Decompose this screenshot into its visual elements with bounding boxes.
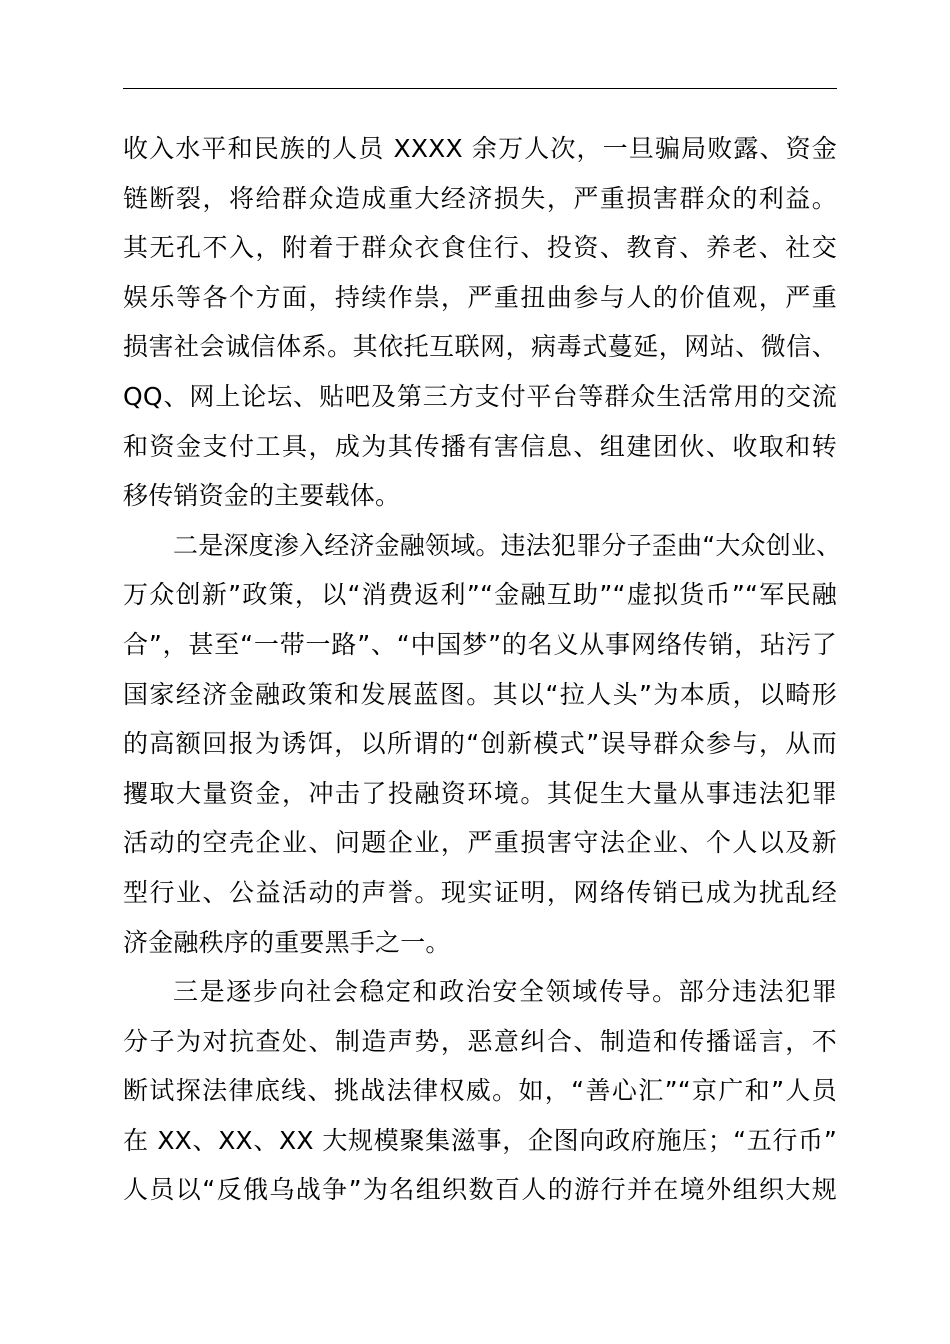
text-line: 二是深度渗入经济金融领域。违法犯罪分子歪曲“大众创业、 bbox=[173, 530, 842, 560]
body-text bbox=[123, 124, 842, 1215]
text-line: 在 XX、XX、XX 大规模聚集滋事，企图向政府施压；“五行币” bbox=[123, 1125, 837, 1155]
text-line: 其无孔不入，附着于群众衣食住行、投资、教育、养老、社交 bbox=[123, 233, 837, 263]
text-line: 三是逐步向社会稳定和政治安全领域传导。部分违法犯罪 bbox=[173, 977, 837, 1007]
text-line: 万众创新”政策，以“消费返利”“金融互助”“虚拟货币”“军民融 bbox=[123, 580, 837, 610]
text-line: 济金融秩序的重要黑手之一。 bbox=[123, 927, 451, 957]
text-line: 分子为对抗查处、制造声势，恶意纠合、制造和传播谣言，不 bbox=[123, 1026, 837, 1056]
header-rule bbox=[123, 88, 837, 89]
text-line: 合”，甚至“一带一路”、“中国梦”的名义从事网络传销，玷污了 bbox=[123, 629, 837, 659]
text-line: 攫取大量资金，冲击了投融资环境。其促生大量从事违法犯罪 bbox=[123, 778, 837, 808]
text-line: 娱乐等各个方面，持续作祟，严重扭曲参与人的价值观，严重 bbox=[123, 282, 837, 312]
text-line: 的高额回报为诱饵，以所谓的“创新模式”误导群众参与，从而 bbox=[123, 729, 837, 759]
text-line: 断试探法律底线、挑战法律权威。如，“善心汇”“京广和”人员 bbox=[123, 1076, 837, 1106]
text-line: 损害社会诚信体系。其依托互联网，病毒式蔓延，网站、微信、 bbox=[123, 332, 837, 362]
text-line: 人员以“反俄乌战争”为名组织数百人的游行并在境外组织大规 bbox=[123, 1175, 837, 1205]
text-line: 链断裂，将给群众造成重大经济损失，严重损害群众的利益。 bbox=[123, 183, 837, 213]
text-line: 型行业、公益活动的声誉。现实证明，网络传销已成为扰乱经 bbox=[123, 877, 837, 907]
text-line: QQ、网上论坛、贴吧及第三方支付平台等群众生活常用的交流 bbox=[123, 381, 837, 411]
text-line: 收入水平和民族的人员 XXXX 余万人次，一旦骗局败露、资金 bbox=[123, 134, 837, 163]
text-line: 和资金支付工具，成为其传播有害信息、组建团伙、收取和转 bbox=[123, 431, 837, 461]
text-line: 国家经济金融政策和发展蓝图。其以“拉人头”为本质，以畸形 bbox=[123, 679, 837, 709]
text-line: 移传销资金的主要载体。 bbox=[123, 481, 401, 511]
text-line: 活动的空壳企业、问题企业，严重损害守法企业、个人以及新 bbox=[123, 828, 837, 858]
